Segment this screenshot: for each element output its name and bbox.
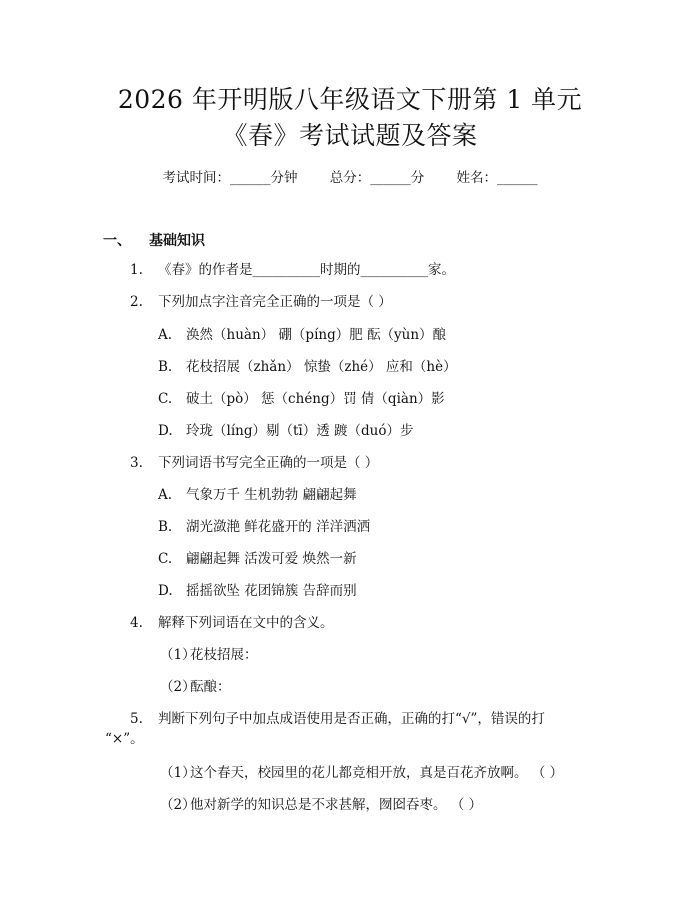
option-text: 破土（pò） 惩（chéng）罚 倩（qiàn）影 [186, 391, 445, 407]
item-text: 花枝招展： [190, 647, 258, 663]
question-text: 下列加点字注音完全正确的一项是（ ） [158, 294, 392, 310]
item-text: 酝酿： [190, 679, 231, 695]
option-text: 玲珑（líng）剔（tī）透 踱（duó）步 [186, 423, 414, 439]
option-label: C. [158, 551, 173, 567]
question-number: 4. [130, 615, 143, 631]
q2-option-b [158, 357, 457, 377]
option-label: A. [158, 327, 173, 343]
exam-info [0, 168, 700, 188]
q2-option-d [158, 421, 413, 441]
option-text: 涣然（huàn） 硼（píng）肥 酝（yùn）酿 [186, 327, 447, 343]
item-label: （2） [160, 679, 196, 695]
item-label: （1） [160, 765, 196, 781]
item-label: （1） [160, 647, 196, 663]
option-label: D. [158, 583, 173, 599]
option-text: 气象万千 生机勃勃 翩翩起舞 [186, 487, 357, 503]
exam-time: 考试时间：______分钟 [162, 170, 298, 186]
option-text: 摇摇欲坠 花团锦簇 告辞而别 [186, 583, 357, 599]
option-text: 翩翩起舞 活泼可爱 焕然一新 [186, 551, 357, 567]
q5-item-2 [160, 795, 482, 815]
title-line-2: 《春》考试试题及答案 [222, 121, 478, 150]
section-heading [103, 230, 205, 250]
exam-score: 总分：______分 [329, 170, 425, 186]
option-label: A. [158, 487, 173, 503]
item-text: 这个春天，校园里的花儿都竞相开放，真是百花齐放啊。 （ ） [190, 765, 564, 781]
student-name: 姓名：______ [456, 170, 538, 186]
option-text: 花枝招展（zhǎn） 惊蛰（zhé） 应和（hè） [186, 359, 457, 375]
question-4 [130, 613, 334, 633]
option-label: B. [158, 519, 173, 535]
question-text: 解释下列词语在文中的含义。 [158, 615, 334, 631]
question-number: 2. [130, 294, 143, 310]
q3-option-d [158, 581, 357, 601]
q3-option-a [158, 485, 357, 505]
q2-option-c [158, 389, 445, 409]
title-line-1: 2026 年开明版八年级语文下册第 1 单元 [117, 85, 583, 114]
question-5-continuation: “×”。 [105, 731, 144, 747]
q4-item-2 [160, 677, 231, 697]
question-1 [130, 260, 455, 280]
question-number: 5. [130, 711, 143, 727]
item-label: （2） [160, 797, 196, 813]
q3-option-c [158, 549, 357, 569]
question-3 [130, 453, 378, 473]
question-2 [130, 292, 392, 312]
option-label: C. [158, 391, 173, 407]
section-title: 基础知识 [149, 233, 205, 249]
section-number: 一、 [103, 233, 131, 249]
q2-option-a [158, 325, 446, 345]
question-5 [130, 709, 545, 729]
item-text: 他对新学的知识总是不求甚解，囫囵吞枣。 （ ） [190, 797, 483, 813]
question-number: 3. [130, 455, 143, 471]
q3-option-b [158, 517, 370, 537]
option-text: 湖光潋滟 鲜花盛开的 洋洋洒洒 [186, 519, 371, 535]
option-label: B. [158, 359, 173, 375]
question-text: 《春》的作者是__________时期的__________家。 [158, 262, 455, 278]
question-text: 判断下列句子中加点成语使用是否正确，正确的打“√”，错误的打 [158, 711, 545, 727]
option-label: D. [158, 423, 173, 439]
q4-item-1 [160, 645, 258, 665]
q5-item-1 [160, 763, 563, 783]
question-number: 1. [130, 262, 143, 278]
question-text: 下列词语书写完全正确的一项是（ ） [158, 455, 379, 471]
